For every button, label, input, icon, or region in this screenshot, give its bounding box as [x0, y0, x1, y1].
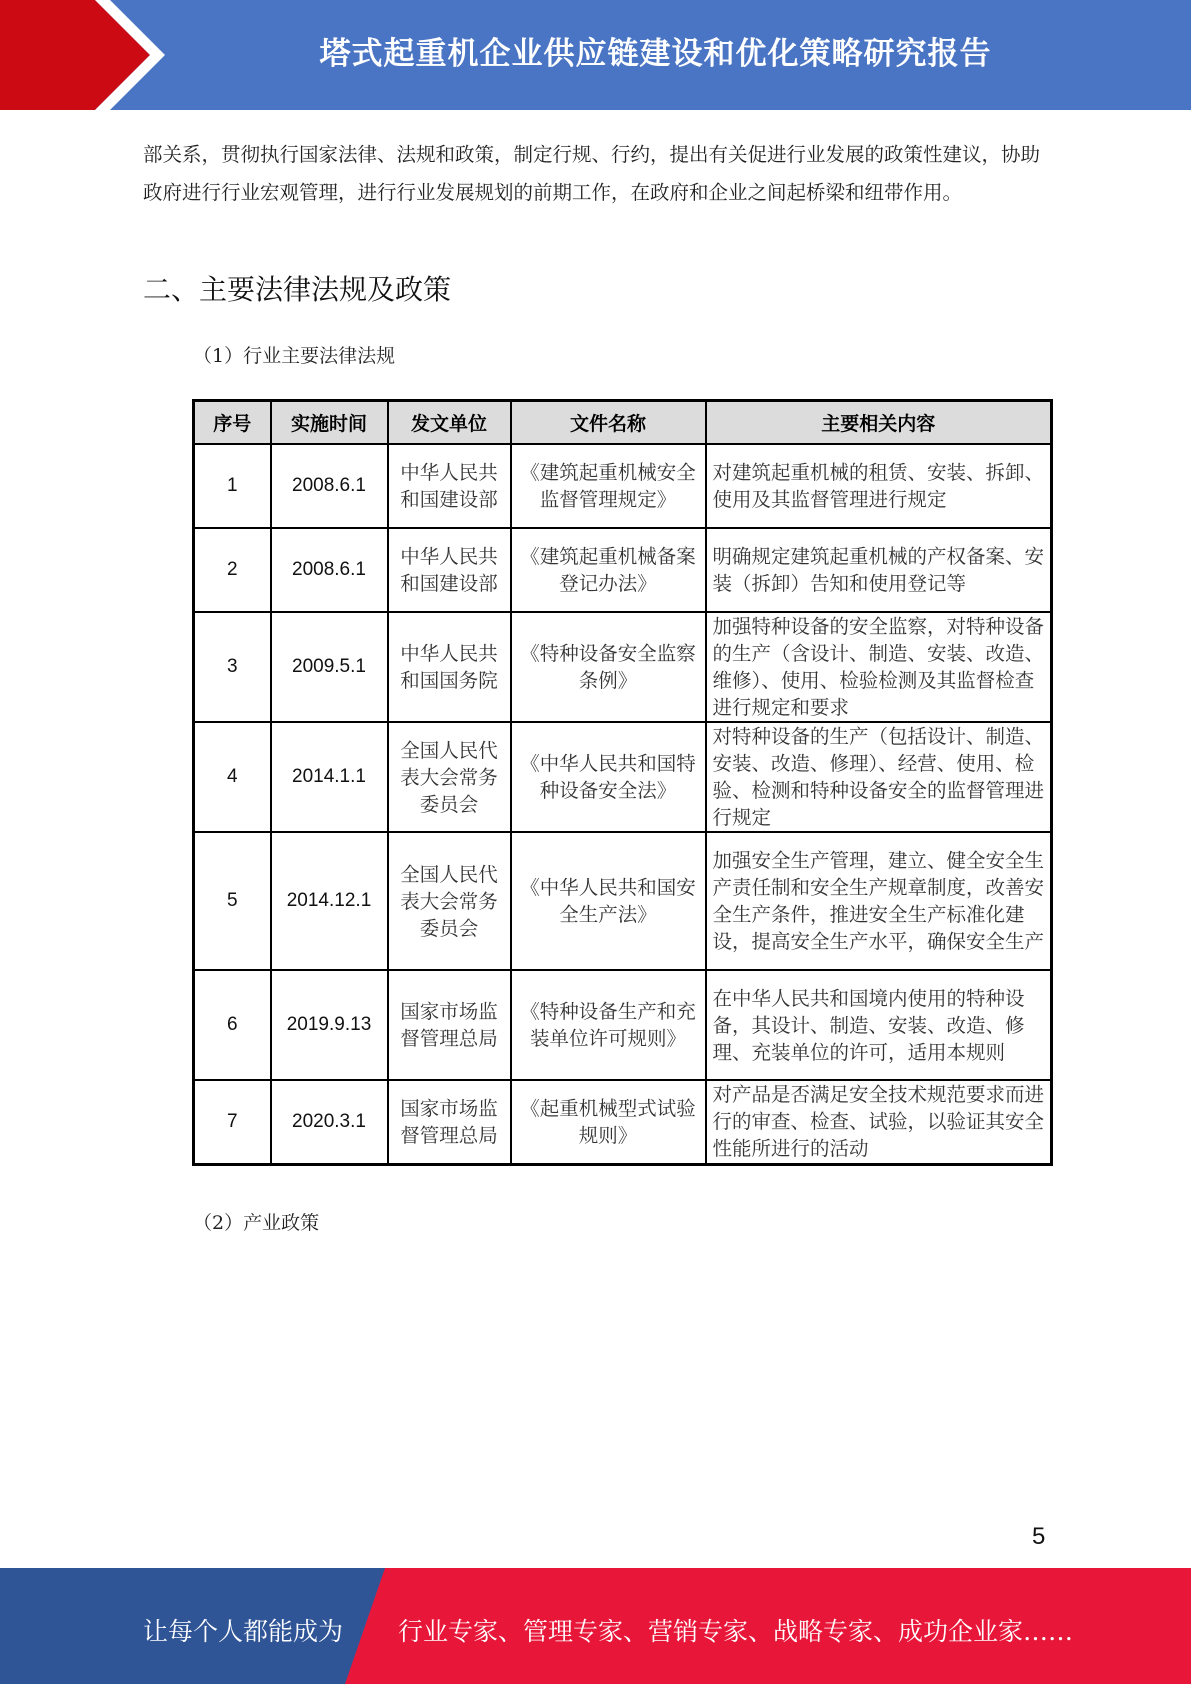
section-title: 二、主要法律法规及政策	[143, 273, 452, 306]
cell-unit: 全国人民代表大会常务委员会	[388, 722, 511, 832]
cell-doc: 《建筑起重机械备案登记办法》	[511, 528, 706, 612]
cell-content: 明确规定建筑起重机械的产权备案、安装（拆卸）告知和使用登记等	[706, 528, 1052, 612]
cell-no: 2	[194, 528, 271, 612]
cell-doc: 《起重机械型式试验规则》	[511, 1080, 706, 1164]
cell-unit: 中华人民共和国建设部	[388, 528, 511, 612]
cell-content: 对产品是否满足安全技术规范要求而进行的审查、检查、试验，以验证其安全性能所进行的活动	[706, 1080, 1052, 1164]
cell-no: 4	[194, 722, 271, 832]
subsection-laws-title: （1）行业主要法律法规	[193, 345, 396, 367]
cell-content: 对建筑起重机械的租赁、安装、拆卸、使用及其监督管理进行规定	[706, 444, 1052, 528]
cell-doc: 《特种设备安全监察条例》	[511, 612, 706, 722]
table-row	[194, 612, 1052, 722]
cell-date: 2020.3.1	[271, 1080, 388, 1164]
laws-table	[192, 399, 1053, 1166]
cell-no: 6	[194, 970, 271, 1080]
cell-content: 对特种设备的生产（包括设计、制造、安装、改造、修理）、经营、使用、检验、检测和特种设备安全的监督管理进行规定	[706, 722, 1052, 832]
cell-no: 7	[194, 1080, 271, 1164]
cell-date: 2008.6.1	[271, 444, 388, 528]
header-chevron-decoration	[0, 0, 200, 110]
cell-content: 加强特种设备的安全监察，对特种设备的生产（含设计、制造、安装、改造、维修）、使用、检验检测及其监督检查进行规定和要求	[706, 612, 1052, 722]
header-unit: 发文单位	[388, 401, 511, 445]
cell-date: 2008.6.1	[271, 528, 388, 612]
cell-no: 1	[194, 444, 271, 528]
header-no: 序号	[194, 401, 271, 445]
header-content: 主要相关内容	[706, 401, 1052, 445]
header-doc: 文件名称	[511, 401, 706, 445]
cell-date: 2009.5.1	[271, 612, 388, 722]
subsection-policy-title: （2）产业政策	[193, 1212, 320, 1234]
header-date: 实施时间	[271, 401, 388, 445]
cell-no: 5	[194, 832, 271, 970]
table-row	[194, 832, 1052, 970]
report-title: 塔式起重机企业供应链建设和优化策略研究报告	[319, 36, 992, 72]
cell-doc: 《中华人民共和国安全生产法》	[511, 832, 706, 970]
table-row	[194, 970, 1052, 1080]
cell-no: 3	[194, 612, 271, 722]
table-row	[194, 528, 1052, 612]
cell-doc: 《中华人民共和国特种设备安全法》	[511, 722, 706, 832]
cell-date: 2014.12.1	[271, 832, 388, 970]
page-number: 5	[1032, 1523, 1046, 1550]
cell-unit: 中华人民共和国国务院	[388, 612, 511, 722]
table-header-row	[194, 401, 1052, 445]
cell-date: 2014.1.1	[271, 722, 388, 832]
cell-content: 在中华人民共和国境内使用的特种设备，其设计、制造、安装、改造、修理、充装单位的许可，适用本规则	[706, 970, 1052, 1080]
page-header	[0, 0, 1191, 110]
footer-slogan-left: 让每个人都能成为	[143, 1617, 344, 1646]
cell-doc: 《建筑起重机械安全监督管理规定》	[511, 444, 706, 528]
cell-unit: 全国人民代表大会常务委员会	[388, 832, 511, 970]
cell-date: 2019.9.13	[271, 970, 388, 1080]
table-row	[194, 1080, 1052, 1164]
cell-doc: 《特种设备生产和充装单位许可规则》	[511, 970, 706, 1080]
cell-unit: 中华人民共和国建设部	[388, 444, 511, 528]
intro-paragraph: 部关系，贯彻执行国家法律、法规和政策，制定行规、行约，提出有关促进行业发展的政策性建议，协助政府进行行业宏观管理，进行行业发展规划的前期工作，在政府和企业之间起桥梁和纽带作用。	[143, 143, 1041, 204]
cell-unit: 国家市场监督管理总局	[388, 970, 511, 1080]
table-row	[194, 722, 1052, 832]
footer-slogan-right: 行业专家、管理专家、营销专家、战略专家、成功企业家……	[398, 1617, 1074, 1646]
table-row	[194, 444, 1052, 528]
page-footer	[0, 1568, 1191, 1684]
cell-unit: 国家市场监督管理总局	[388, 1080, 511, 1164]
cell-content: 加强安全生产管理，建立、健全安全生产责任制和安全生产规章制度，改善安全生产条件，推进安全生产标准化建设，提高安全生产水平，确保安全生产	[706, 832, 1052, 970]
